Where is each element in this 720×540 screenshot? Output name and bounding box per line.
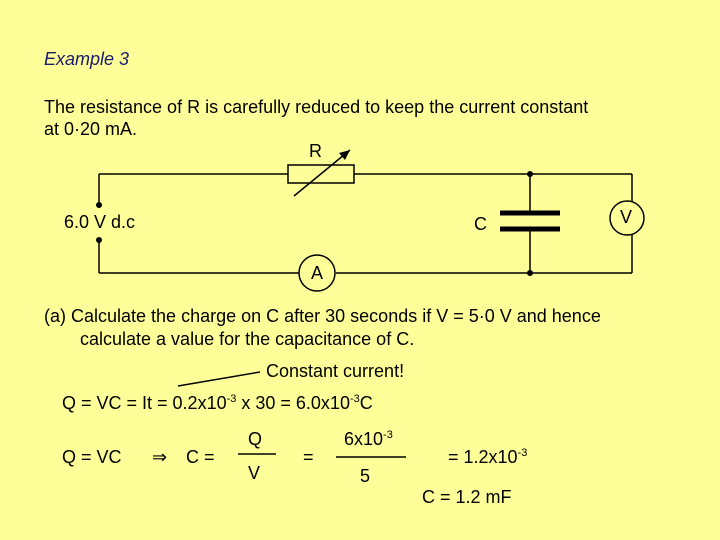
question-line-2: calculate a value for the capacitance of C. (80, 329, 415, 349)
eq2-result (448, 447, 527, 468)
fraction1-numerator: Q (248, 429, 263, 449)
eq1-part3: C (359, 393, 373, 413)
variable-resistor-arrow (294, 150, 350, 196)
constant-current-note: Constant current! (266, 361, 405, 381)
fraction2-denominator: 5 (360, 466, 371, 486)
fraction2-numerator-exp: -3 (383, 429, 393, 441)
question-line-1: (a) Calculate the charge on C after 30 seconds if V = 5·0 V and hence (44, 306, 601, 326)
fraction2-numerator (344, 429, 393, 450)
capacitor-label: C (474, 214, 487, 234)
note-pointer-line (178, 372, 260, 386)
supply-terminal-top (96, 202, 102, 208)
intro-line-1: The resistance of R is carefully reduced to keep the current constant (44, 97, 589, 117)
eq2-equals: = (303, 447, 314, 467)
intro-line-2: at 0·20 mA. (44, 119, 138, 139)
voltmeter-label: V (620, 207, 633, 227)
eq2-c-equals: C = (186, 447, 215, 467)
final-answer: C = 1.2 mF (422, 487, 512, 507)
eq2-result-exp: -3 (517, 447, 528, 459)
ammeter-label: A (311, 263, 324, 283)
implies-arrow: ⇒ (152, 447, 168, 467)
slide-title: Example 3 (44, 49, 130, 69)
eq2-lhs: Q = VC (62, 447, 122, 467)
equation-charge (62, 393, 373, 414)
eq1-exp1: -3 (226, 393, 237, 405)
fraction1-denominator: V (248, 463, 261, 483)
eq2-result-base: = 1.2x10 (448, 447, 518, 467)
eq1-part1: Q = VC = It = 0.2x10 (62, 393, 227, 413)
resistor-label: R (309, 141, 322, 161)
supply-label: 6.0 V d.c (64, 212, 136, 232)
eq1-exp2: -3 (349, 393, 360, 405)
fraction2-numerator-base: 6x10 (344, 429, 384, 449)
eq1-part2: x 30 = 6.0x10 (236, 393, 350, 413)
